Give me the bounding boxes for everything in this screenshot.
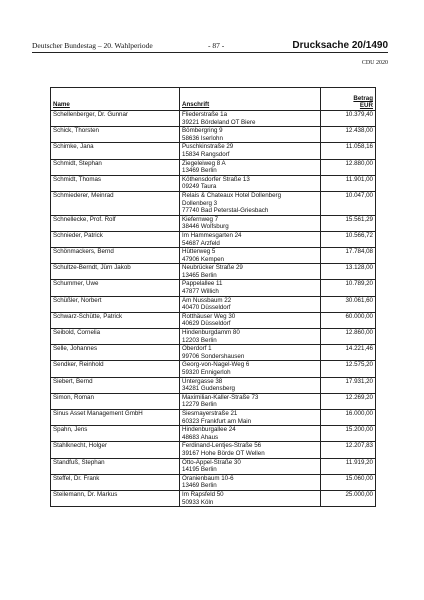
address-line: 54687 Arzfeld [182, 239, 220, 247]
donor-name: Spahn, Jens [51, 426, 180, 442]
donor-name: Siebert, Bernd [51, 377, 180, 393]
address-line: 09249 Taura [182, 183, 217, 191]
address-line: 58636 Iserlohn [182, 134, 223, 142]
table-row [51, 490, 376, 506]
table-header-row [51, 88, 376, 111]
donor-address [180, 458, 321, 474]
address-line: Hindenburgdamm 80 [182, 329, 240, 337]
address-line: 60323 Frankfurt am Main [182, 417, 252, 425]
address-line: 50933 Köln [182, 498, 214, 506]
address-line: 40629 Düsseldorf [182, 320, 231, 328]
address-line: Neubrücker Straße 29 [182, 264, 243, 272]
table-row [51, 127, 376, 143]
column-header-address: Anschrift [180, 88, 321, 111]
donation-amount: 12.880,00 [321, 159, 376, 175]
donation-amount: 12.269,20 [321, 393, 376, 409]
column-header-amount-line2: EUR [359, 102, 373, 109]
donor-name: Schwarz-Schütte, Patrick [51, 312, 180, 328]
address-line: 59320 Ennigerloh [182, 369, 231, 376]
donation-amount: 11.919,20 [321, 458, 376, 474]
address-line: Relais & Chateaux Hotel Dollenberg [182, 191, 282, 199]
address-line: Fliederstraße 1a [182, 111, 228, 118]
donation-amount: 11.901,00 [321, 175, 376, 191]
address-line: 47906 Kempen [182, 255, 224, 263]
address-line: Ferdinand-Lentjes-Straße 56 [182, 442, 262, 450]
table-row [51, 231, 376, 247]
donation-amount: 17.784,08 [321, 248, 376, 264]
donation-amount: 12.207,83 [321, 442, 376, 458]
donation-amount: 10.789,20 [321, 280, 376, 296]
address-line: 48683 Ahaus [182, 433, 219, 441]
table-row [51, 442, 376, 458]
column-header-name: Name [51, 88, 180, 111]
address-line: Pappelallee 11 [182, 280, 223, 288]
address-line: Hindenburgallee 24 [182, 426, 236, 434]
address-line: 14195 Berlin [182, 466, 217, 474]
donation-amount: 25.000,00 [321, 490, 376, 506]
donation-amount: 30.061,60 [321, 296, 376, 312]
address-line: Otto-Appel-Straße 30 [182, 458, 241, 466]
donation-amount: 11.058,16 [321, 143, 376, 159]
donation-amount: 12.575,20 [321, 361, 376, 377]
table-row [51, 143, 376, 159]
donation-amount: 17.931,20 [321, 377, 376, 393]
page-header [32, 40, 388, 53]
address-line: 12279 Berlin [182, 401, 217, 409]
table-row [51, 361, 376, 377]
address-line: Am Nussbaum 22 [182, 296, 232, 304]
address-line: 13469 Berlin [182, 167, 217, 175]
donor-name: Schmidt, Stephan [51, 159, 180, 175]
donor-address [180, 191, 321, 215]
donor-address [180, 361, 321, 377]
donation-amount: 12.860,00 [321, 329, 376, 345]
donor-name: Simon, Roman [51, 393, 180, 409]
address-line: Köthensdorfer Straße 13 [182, 175, 250, 183]
address-line: 39221 Bördeland OT Biere [182, 118, 256, 126]
donor-address [180, 280, 321, 296]
address-line: 99706 Sondershausen [182, 352, 245, 360]
column-header-amount [321, 88, 376, 111]
donor-name: Schultze-Berndt, Jürn Jakob [51, 264, 180, 280]
donation-amount: 15.200,00 [321, 426, 376, 442]
table-row [51, 191, 376, 215]
address-line: Ziegeleiweg 8 A [182, 159, 226, 167]
address-line: Siesmayerstraße 21 [182, 409, 238, 417]
table-row [51, 296, 376, 312]
table-row [51, 248, 376, 264]
donor-name: Schick, Thorsten [51, 127, 180, 143]
address-line: Puschkinstraße 29 [182, 143, 234, 151]
donor-name: Schüßler, Norbert [51, 296, 180, 312]
donor-address [180, 312, 321, 328]
donation-amount: 10.566,72 [321, 231, 376, 247]
address-line: 77740 Bad Peterstal-Griesbach [182, 207, 269, 215]
donor-address [180, 393, 321, 409]
donor-address [180, 426, 321, 442]
address-line: Untergasse 38 [182, 377, 223, 385]
donor-address [180, 474, 321, 490]
address-line: Rotthäuser Weg 30 [182, 312, 236, 320]
header-document-number: Drucksache 20/1490 [292, 40, 388, 51]
donor-address [180, 377, 321, 393]
address-line: 12203 Berlin [182, 336, 217, 344]
donation-amount: 13.128,00 [321, 264, 376, 280]
donor-address [180, 159, 321, 175]
address-line: 13469 Berlin [182, 482, 217, 490]
donor-name: Schönmackers, Bernd [51, 248, 180, 264]
donor-address [180, 215, 321, 231]
header-publication: Deutscher Bundestag – 20. Wahlperiode [32, 41, 153, 50]
donor-name: Schnellecke, Prof. Rolf [51, 215, 180, 231]
address-line: Dollenberg 3 [182, 199, 218, 207]
header-page-number: - 87 - [208, 41, 225, 50]
address-line: 40470 Düsseldorf [182, 304, 231, 312]
donor-name: Steilemann, Dr. Markus [51, 490, 180, 506]
donor-name: Schnieder, Patrick [51, 231, 180, 247]
donor-address [180, 127, 321, 143]
donor-address [180, 345, 321, 361]
donor-name: Schmiederer, Meinrad [51, 191, 180, 215]
party-label: CDU 2020 [361, 60, 388, 66]
donor-address [180, 248, 321, 264]
address-line: 47877 Willich [182, 288, 219, 296]
address-line: 13465 Berlin [182, 271, 217, 279]
donation-amount: 16.000,00 [321, 409, 376, 425]
table-row [51, 377, 376, 393]
table-row [51, 111, 376, 127]
donor-name: Schimke, Jana [51, 143, 180, 159]
table-row [51, 264, 376, 280]
table-row [51, 345, 376, 361]
donor-name: Steffel, Dr. Frank [51, 474, 180, 490]
table-row [51, 215, 376, 231]
address-line: Im Rapsfeld 50 [182, 490, 224, 498]
donor-name: Sendker, Reinhold [51, 361, 180, 377]
donor-address [180, 329, 321, 345]
donation-amount: 10.379,40 [321, 111, 376, 127]
table-row [51, 159, 376, 175]
donor-address [180, 143, 321, 159]
donor-name: Standfuß, Stephan [51, 458, 180, 474]
table-row [51, 175, 376, 191]
donor-address [180, 490, 321, 506]
table-row [51, 474, 376, 490]
donation-amount: 15.060,00 [321, 474, 376, 490]
table-row [51, 280, 376, 296]
donation-amount: 60.000,00 [321, 312, 376, 328]
address-line: 38446 Wolfsburg [182, 223, 229, 231]
donor-address [180, 231, 321, 247]
donation-amount: 10.047,00 [321, 191, 376, 215]
donation-amount: 14.221,46 [321, 345, 376, 361]
donor-name: Schellenberger, Dr. Gunnar [51, 111, 180, 127]
donor-address [180, 409, 321, 425]
donor-name: Stahlknecht, Holger [51, 442, 180, 458]
address-line: 34281 Gudensberg [182, 385, 235, 393]
donor-address [180, 296, 321, 312]
donations-table [50, 87, 376, 507]
donor-address [180, 175, 321, 191]
address-line: Hütterweg 5 [182, 248, 216, 256]
address-line: Oranienbaum 10-6 [182, 474, 234, 482]
donor-address [180, 264, 321, 280]
donor-name: Sinus Asset Management GmbH [51, 409, 180, 425]
address-line: Oberdorf 1 [182, 345, 212, 353]
donor-name: Schummer, Uwe [51, 280, 180, 296]
column-header-amount-line1: Betrag [353, 95, 373, 102]
donor-name: Seibold, Cornelia [51, 329, 180, 345]
address-line: 15834 Rangsdorf [182, 150, 230, 158]
address-line: Bömbergring 9 [182, 127, 223, 135]
donor-address [180, 442, 321, 458]
address-line: 39167 Hohe Börde OT Wellen [182, 449, 265, 457]
table-row [51, 458, 376, 474]
address-line: Im Hammesgarten 24 [182, 231, 242, 239]
donor-name: Schmidt, Thomas [51, 175, 180, 191]
donation-amount: 15.561,29 [321, 215, 376, 231]
donor-name: Selle, Johannes [51, 345, 180, 361]
table-row [51, 393, 376, 409]
address-line: Georg-von-Nagel-Weg 6 [182, 361, 250, 369]
table-row [51, 426, 376, 442]
donor-address [180, 111, 321, 127]
address-line: Kiefernweg 7 [182, 215, 219, 223]
table-row [51, 312, 376, 328]
table-row [51, 409, 376, 425]
table-row [51, 329, 376, 345]
address-line: Maximilian-Kaller-Straße 73 [182, 393, 259, 401]
donation-amount: 12.438,00 [321, 127, 376, 143]
